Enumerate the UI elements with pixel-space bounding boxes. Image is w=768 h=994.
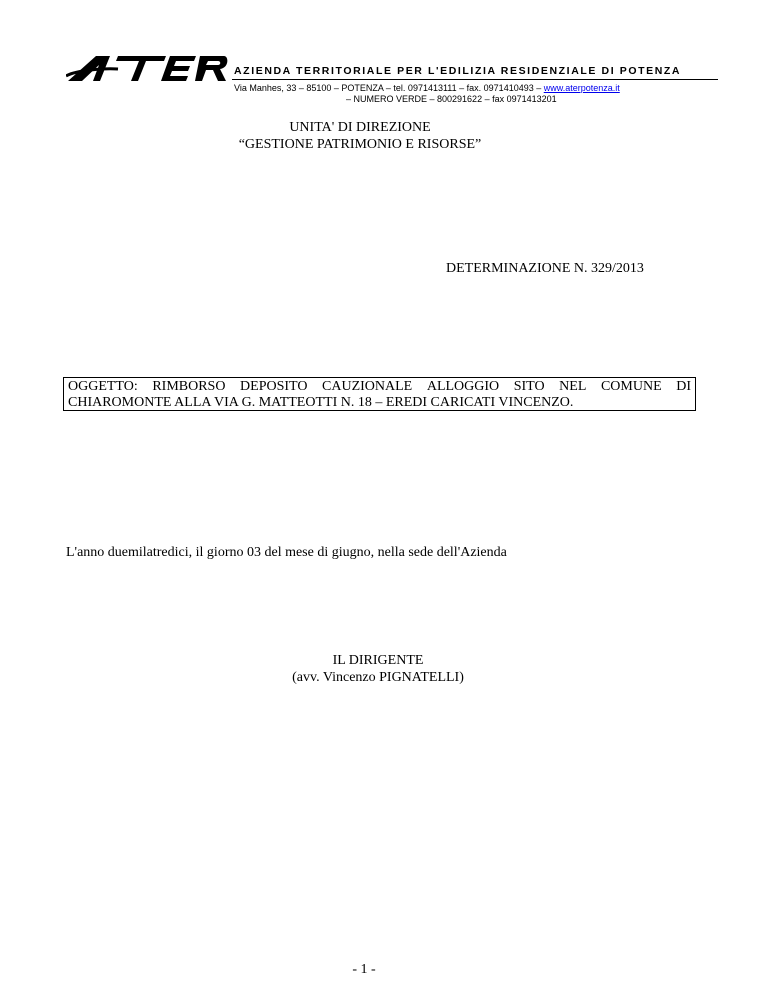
subject-word: NEL xyxy=(559,379,587,394)
ater-logo xyxy=(66,54,228,82)
website-link[interactable]: www.aterpotenza.it xyxy=(543,83,620,93)
subject-word: DI xyxy=(676,379,691,394)
address-line-2: – NUMERO VERDE – 800291622 – fax 0971413201 xyxy=(346,94,557,104)
subject-box xyxy=(63,377,696,411)
body-paragraph: L'anno duemilatredici, il giorno 03 del mese di giugno, nella sede dell'Azienda xyxy=(66,545,507,560)
subject-line-1 xyxy=(68,379,691,395)
subject-word: DEPOSITO xyxy=(240,379,308,394)
organization-name: AZIENDA TERRITORIALE PER L'EDILIZIA RESIDENZIALE DI POTENZA xyxy=(234,65,682,77)
subject-line-2: CHIAROMONTE ALLA VIA G. MATTEOTTI N. 18 – EREDI CARICATI VINCENZO. xyxy=(68,395,574,410)
subject-word: CAUZIONALE xyxy=(322,379,413,394)
determination-number: DETERMINAZIONE N. 329/2013 xyxy=(446,261,644,276)
unit-subtitle: “GESTIONE PATRIMONIO E RISORSE” xyxy=(238,137,482,152)
signature-title: IL DIRIGENTE xyxy=(332,653,424,668)
signature-name: (avv. Vincenzo PIGNATELLI) xyxy=(292,670,464,685)
subject-word: COMUNE xyxy=(600,379,662,394)
subject-word: ALLOGGIO xyxy=(426,379,500,394)
address-line-1 xyxy=(234,83,620,93)
unit-title: UNITA' DI DIREZIONE xyxy=(289,120,431,135)
subject-word: RIMBORSO xyxy=(152,379,226,394)
subject-word: SITO xyxy=(513,379,545,394)
page-number: - 1 - xyxy=(352,962,376,977)
subject-word: OGGETTO: xyxy=(68,379,138,394)
address-text: Via Manhes, 33 – 85100 – POTENZA – tel. 0971413111 – fax. 0971410493 – xyxy=(234,83,544,93)
header-divider xyxy=(232,79,718,80)
